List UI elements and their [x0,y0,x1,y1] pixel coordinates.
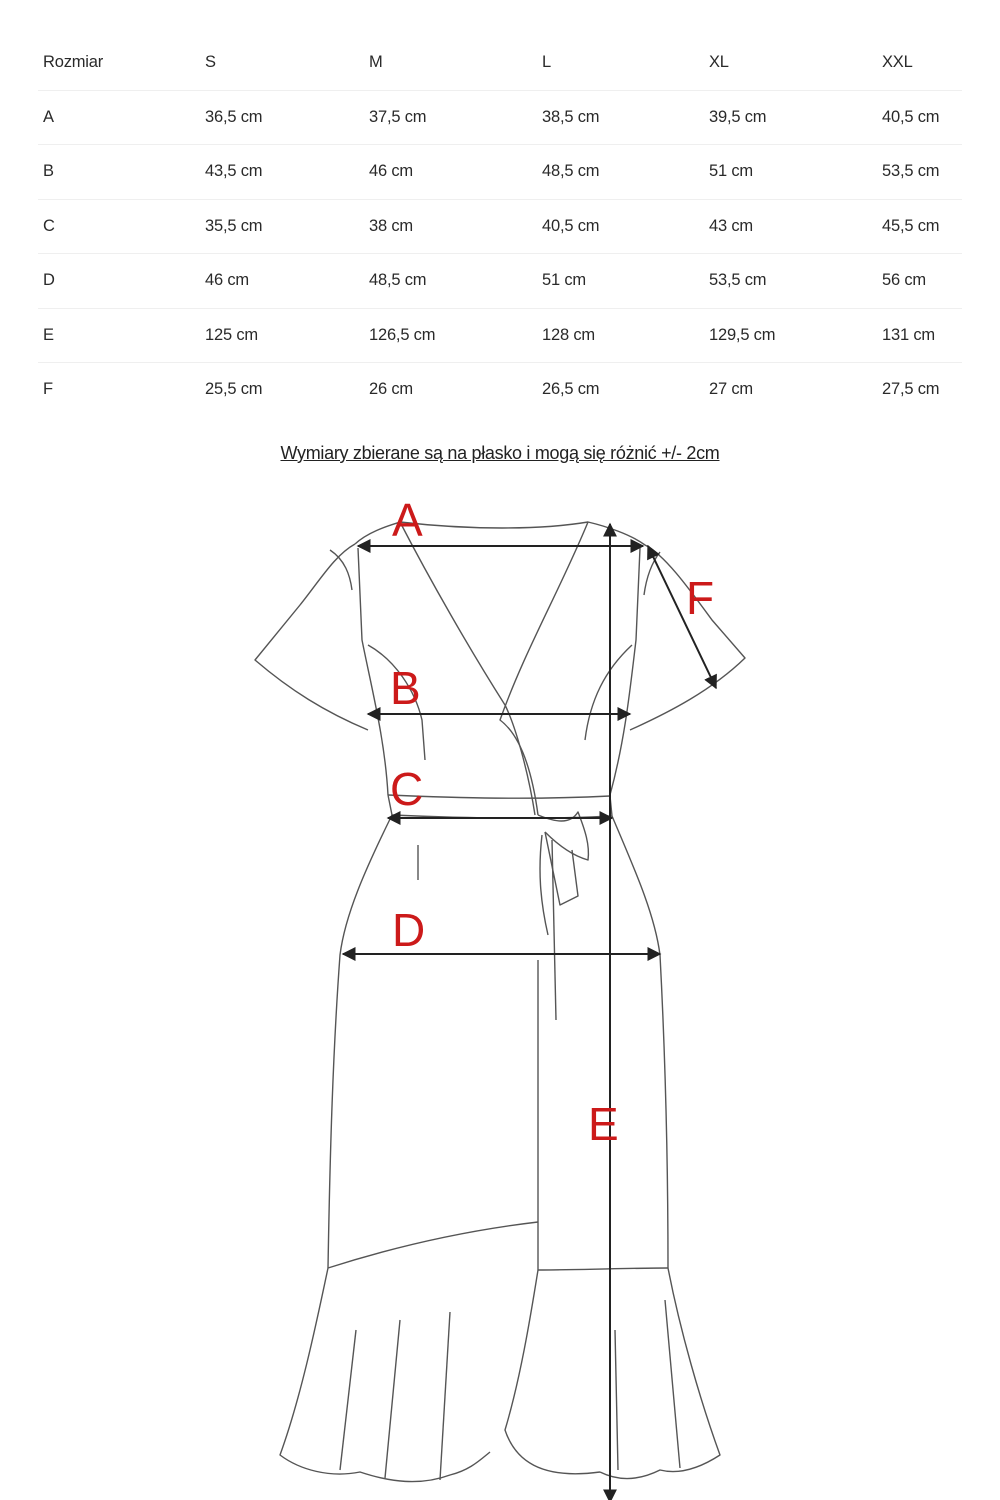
row-label: B [38,145,205,200]
header-size-m: M [369,36,542,90]
table-cell: 129,5 cm [709,308,882,363]
table-cell: 36,5 cm [205,90,369,145]
table-header-row [38,36,962,90]
header-size-l: L [542,36,709,90]
row-label: F [43,380,53,399]
table-cell: 25,5 cm [205,380,263,399]
table-cell: 35,5 cm [205,199,369,254]
table-cell: 128 cm [542,308,709,363]
table-row [38,308,962,363]
table-row [38,254,962,309]
table-cell: 27,5 cm [882,380,940,399]
table-cell: 125 cm [205,308,369,363]
table-cell: 45,5 cm [882,199,962,254]
table-cell: 51 cm [542,254,709,309]
table-cell: 26,5 cm [542,380,600,399]
row-label: D [38,254,205,309]
size-chart-table [38,36,962,417]
dress-outline [255,522,745,1482]
table-row [38,145,962,200]
header-size-s: S [205,36,369,90]
table-row [38,90,962,145]
label-c: C [390,763,424,815]
label-a: A [392,494,423,546]
table-cell: 131 cm [882,308,962,363]
row-label: A [38,90,205,145]
header-rozmiar: Rozmiar [38,36,205,90]
table-cell: 48,5 cm [369,254,542,309]
measurement-note: Wymiary zbierane są na płasko i mogą się różnić +/- 2cm [280,443,720,463]
label-e: E [588,1098,619,1150]
dress-measurement-diagram [0,480,1000,1500]
table-cell: 27 cm [709,380,753,399]
table-cell: 53,5 cm [882,145,962,200]
table-row [38,199,962,254]
row-label: E [38,308,205,363]
table-cell: 38 cm [369,199,542,254]
label-b: B [390,662,421,714]
table-cell: 43 cm [709,199,882,254]
header-size-xxl: XXL [882,36,962,90]
row-label: C [38,199,205,254]
table-cell: 126,5 cm [369,308,542,363]
table-cell: 43,5 cm [205,145,369,200]
table-cell: 40,5 cm [882,90,962,145]
table-cell: 39,5 cm [709,90,882,145]
table-cell: 40,5 cm [542,199,709,254]
table-row [38,363,962,417]
table-cell: 56 cm [882,254,962,309]
table-cell: 53,5 cm [709,254,882,309]
table-cell: 38,5 cm [542,90,709,145]
label-f: F [686,572,715,624]
table-cell: 46 cm [205,254,369,309]
table-cell: 37,5 cm [369,90,542,145]
label-d: D [392,904,426,956]
table-cell: 26 cm [369,380,413,399]
table-cell: 48,5 cm [542,145,709,200]
header-size-xl: XL [709,36,882,90]
table-cell: 51 cm [709,145,882,200]
table-cell: 46 cm [369,145,542,200]
